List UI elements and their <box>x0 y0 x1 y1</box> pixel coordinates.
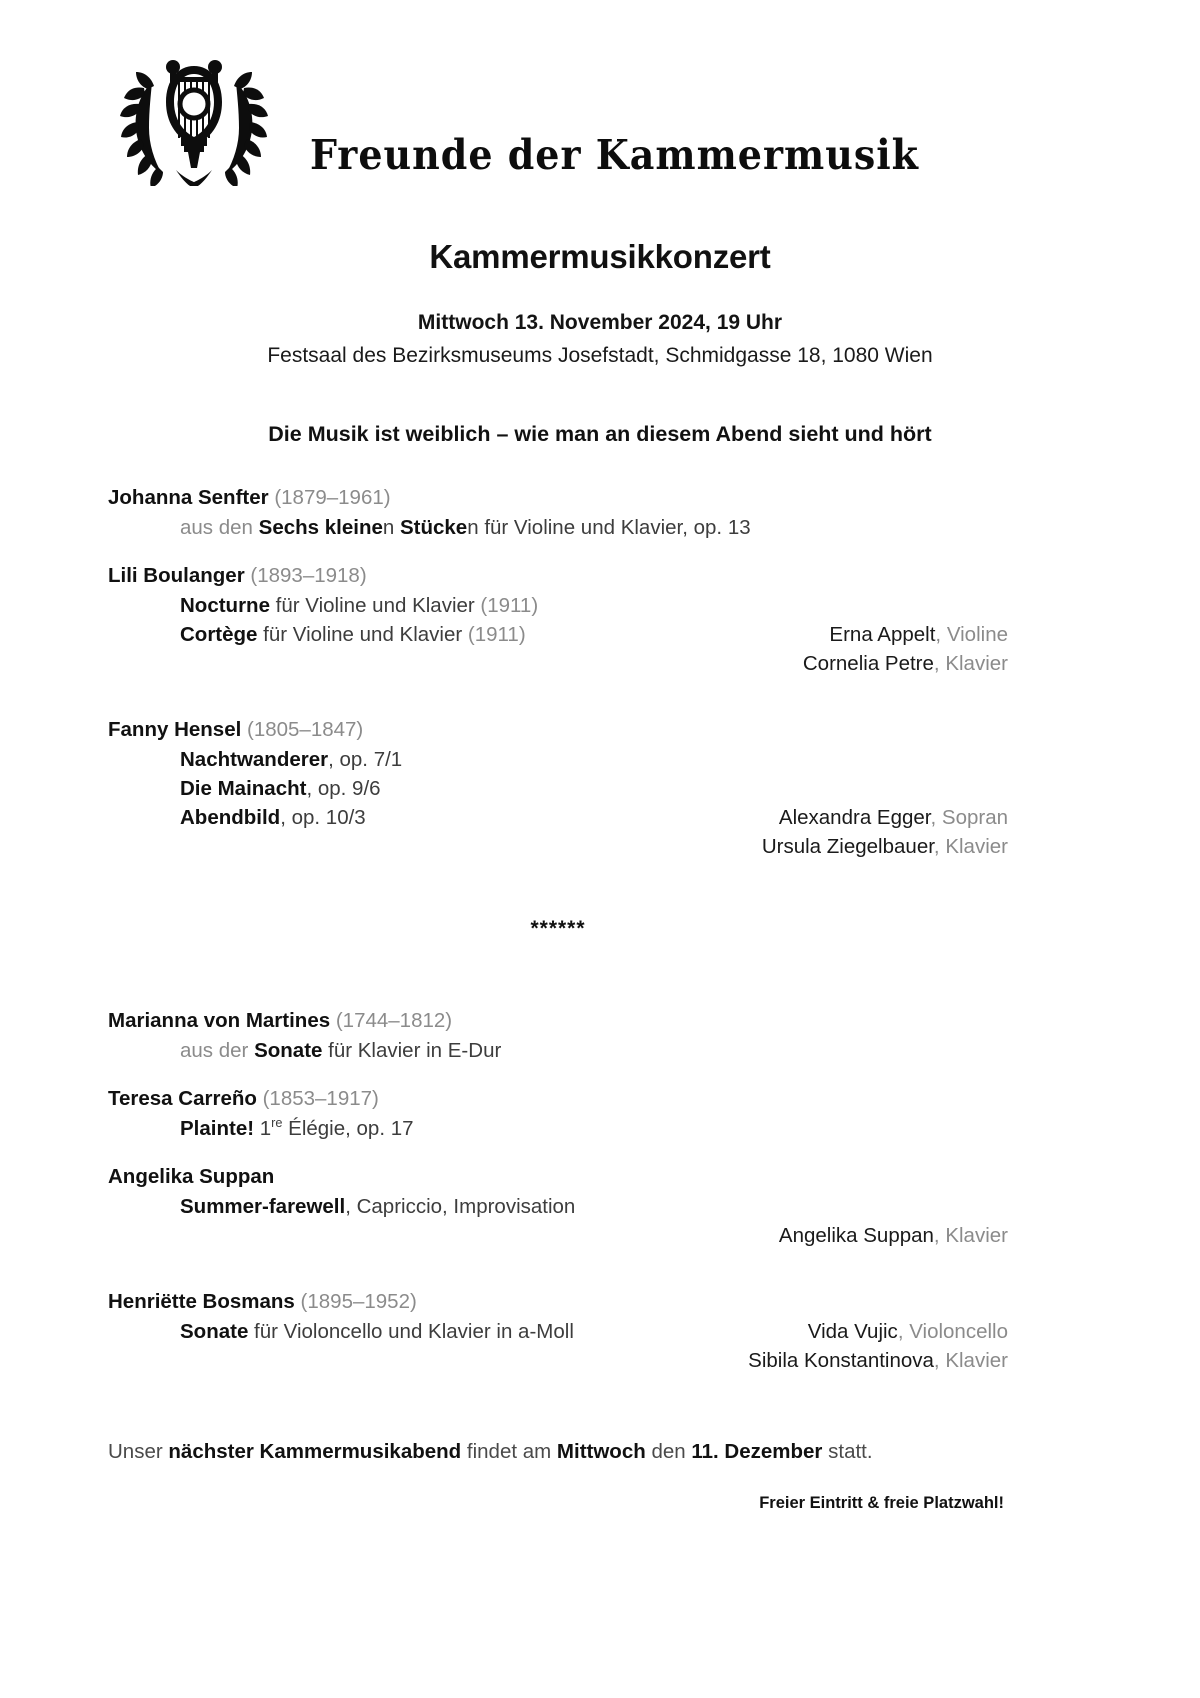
program-entry-senfter <box>108 482 1008 542</box>
composer-line <box>108 1083 1008 1114</box>
program-entry-carreno <box>108 1083 1008 1143</box>
work-suffix: für Violine und Klavier <box>269 594 481 617</box>
work-line <box>180 803 366 832</box>
composer-years: (1893–1918) <box>250 564 367 587</box>
next-event-date: 11. Dezember <box>691 1440 823 1463</box>
work-line <box>180 774 1008 803</box>
work-line <box>180 1114 1008 1143</box>
composer-line <box>108 1286 1008 1317</box>
work-title: Die Mainacht <box>180 777 307 800</box>
spacer <box>108 542 1008 560</box>
performer-block <box>108 1346 1008 1375</box>
performer-instrument-separator: , <box>930 806 942 829</box>
performer-block <box>108 649 1008 678</box>
spacer <box>108 1250 1008 1286</box>
spacer <box>108 861 1008 897</box>
work-suffix: für Violoncello und Klavier in a-Moll <box>248 1320 574 1343</box>
performer-instrument: Klavier <box>945 652 1008 675</box>
performer-name: Sibila Konstantinova <box>748 1349 934 1372</box>
work-line <box>180 745 1008 774</box>
composer-line <box>108 714 1008 745</box>
work-line <box>180 1317 574 1346</box>
performer-instrument: Klavier <box>945 835 1008 858</box>
work-title: Plainte! <box>180 1117 255 1140</box>
program-list <box>108 482 1008 1466</box>
work-line <box>180 620 526 649</box>
next-event-line <box>108 1437 1008 1466</box>
spacer <box>108 1375 1008 1411</box>
work-line <box>180 513 1008 542</box>
concert-venue: Festsaal des Bezirksmuseums Josefstadt, Schmidgasse 18, 1080 Wien <box>267 344 933 367</box>
work-suffix-post: Élégie, op. 17 <box>282 1117 414 1140</box>
composer-name: Fanny Hensel <box>108 718 242 741</box>
spacer <box>108 979 1008 1005</box>
next-event-label: nächster Kammermusikabend <box>168 1440 462 1463</box>
work-performer-row <box>108 1317 1008 1346</box>
performer-line <box>108 832 1008 861</box>
composer-line <box>108 1161 1008 1192</box>
composer-name: Marianna von Martines <box>108 1009 331 1032</box>
spacer <box>108 678 1008 714</box>
spacer <box>108 897 1008 915</box>
work-line <box>180 1192 1008 1221</box>
next-event-tail: statt. <box>822 1440 873 1463</box>
work-title: Abendbild <box>180 806 281 829</box>
work-title: Cortège <box>180 623 258 646</box>
work-suffix: , op. 9/6 <box>306 777 381 800</box>
work-suffix: für Violine und Klavier <box>257 623 468 646</box>
performer-line <box>808 1317 1008 1346</box>
performer-instrument: Sopran <box>941 806 1008 829</box>
program-entry-martines <box>108 1005 1008 1065</box>
lyre-laurel-wreath-icon <box>118 46 270 186</box>
composer-name: Lili Boulanger <box>108 564 245 587</box>
work-prefix: aus der <box>180 1039 255 1062</box>
program-entry-bosmans <box>108 1286 1008 1375</box>
composer-years: (1895–1952) <box>300 1290 417 1313</box>
performer-name: Angelika Suppan <box>778 1224 934 1247</box>
composer-name: Teresa Carreño <box>108 1087 257 1110</box>
performer-instrument-separator: , <box>933 652 946 675</box>
spacer <box>108 943 1008 979</box>
work-suffix: , op. 7/1 <box>328 748 403 771</box>
composer-line <box>108 482 1008 513</box>
composer-line <box>108 1005 1008 1036</box>
work-suffix: n für Violine und Klavier, op. 13 <box>467 516 751 539</box>
spacer <box>108 1065 1008 1083</box>
work-title: Sonate <box>254 1039 323 1062</box>
program-entry-boulanger <box>108 560 1008 678</box>
organization-name <box>310 130 919 179</box>
work-year: (1911) <box>480 594 539 617</box>
next-event-mid-1: findet am <box>461 1440 557 1463</box>
performer-block <box>108 1221 1008 1250</box>
work-performer-row <box>108 803 1008 832</box>
performer-instrument-separator: , <box>933 835 946 858</box>
performer-line <box>779 803 1008 832</box>
performer-line <box>108 1221 1008 1250</box>
performer-name: Ursula Ziegelbauer <box>761 835 934 858</box>
work-title: Sechs kleine <box>258 516 383 539</box>
performer-instrument: Violine <box>946 623 1008 646</box>
work-title: Summer-farewell <box>180 1195 346 1218</box>
work-ordinal-superscript: re <box>271 1115 283 1131</box>
composer-years: (1879–1961) <box>274 486 391 509</box>
composer-name: Johanna Senfter <box>108 486 269 509</box>
next-event-mid-2: den <box>645 1440 692 1463</box>
work-title: Nachtwanderer <box>180 748 329 771</box>
spacer <box>108 1143 1008 1161</box>
performer-instrument: Klavier <box>945 1349 1008 1372</box>
program-entry-suppan <box>108 1161 1008 1250</box>
work-performer-row <box>108 620 1008 649</box>
performer-instrument-separator: , <box>897 1320 910 1343</box>
work-title-ending: n <box>382 516 400 539</box>
program-entry-hensel <box>108 714 1008 861</box>
performer-instrument: Violoncello <box>909 1320 1008 1343</box>
composer-name: Henriëtte Bosmans <box>108 1290 295 1313</box>
work-suffix: , Capriccio, Improvisation <box>345 1195 576 1218</box>
page-header <box>0 46 1200 196</box>
performer-block <box>108 832 1008 861</box>
performer-instrument-separator: , <box>933 1349 946 1372</box>
work-year: (1911) <box>467 623 526 646</box>
organization-name-text: Freunde der Kammermusik <box>310 130 919 179</box>
performer-instrument: Klavier <box>945 1224 1008 1247</box>
composer-years: (1744–1812) <box>335 1009 453 1032</box>
performer-name: Alexandra Egger <box>778 806 931 829</box>
spacer <box>108 1411 1008 1437</box>
work-title-2: Stücke <box>399 516 468 539</box>
performer-instrument-separator: , <box>935 623 947 646</box>
performer-line <box>829 620 1008 649</box>
performer-name: Erna Appelt <box>829 623 936 646</box>
work-suffix: , op. 10/3 <box>280 806 366 829</box>
composer-years: (1853–1917) <box>262 1087 379 1110</box>
work-title: Sonate <box>180 1320 249 1343</box>
next-event-weekday: Mittwoch <box>556 1440 646 1463</box>
next-event-lead: Unser <box>108 1440 169 1463</box>
work-line <box>180 591 1008 620</box>
performer-line <box>108 1346 1008 1375</box>
work-suffix-pre: 1 <box>254 1117 272 1140</box>
composer-years: (1805–1847) <box>247 718 364 741</box>
work-title: Nocturne <box>180 594 270 617</box>
performer-name: Vida Vujic <box>807 1320 898 1343</box>
admission-note: Freier Eintritt & freie Platzwahl! <box>759 1494 1004 1512</box>
concert-date: Mittwoch 13. November 2024, 19 Uhr <box>417 311 783 334</box>
work-prefix: aus den <box>180 516 259 539</box>
work-suffix: für Klavier in E-Dur <box>322 1039 502 1062</box>
performer-instrument-separator: , <box>933 1224 946 1247</box>
work-line <box>180 1036 1008 1065</box>
composer-line <box>108 560 1008 591</box>
intermission-marker: ****** <box>530 917 586 940</box>
composer-name: Angelika Suppan <box>108 1165 275 1188</box>
concert-motto: Die Musik ist weiblich – wie man an diesem Abend sieht und hört <box>268 422 932 446</box>
page-title: Kammermusikkonzert <box>429 238 771 275</box>
performer-name: Cornelia Petre <box>802 652 934 675</box>
performer-line <box>108 649 1008 678</box>
